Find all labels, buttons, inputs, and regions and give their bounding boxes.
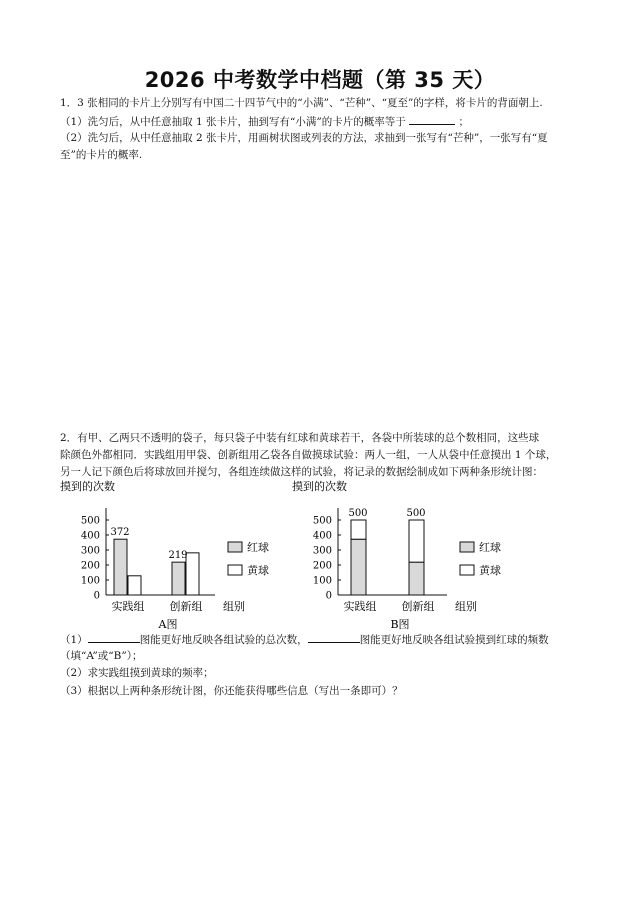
x-axis-label: 组别 bbox=[223, 600, 245, 613]
q1-part2-line2: 至”的卡片的概率. bbox=[60, 149, 143, 161]
bar-红球 bbox=[114, 539, 127, 595]
q2-sub1 bbox=[60, 632, 549, 647]
y-tick-label: 100 bbox=[80, 575, 100, 587]
q2-sub3: （3）根据以上两种条形统计图，你还能获得哪些信息（写出一条即可）？ bbox=[60, 685, 403, 697]
bar-data-label: 500 bbox=[348, 508, 368, 519]
x-tick-label: 实践组 bbox=[343, 600, 377, 613]
q1-part1-end: ； bbox=[458, 116, 469, 128]
q2-stem-line3: 另一人记下颜色后将球放回并搅匀，各组连续做这样的试验，将记录的数据绘制成如下两种条形统计图： bbox=[60, 466, 543, 478]
legend-swatch-红球 bbox=[460, 542, 474, 552]
legend-label-红球: 红球 bbox=[247, 541, 269, 554]
bar-黄球 bbox=[186, 553, 199, 595]
bar-黄球 bbox=[351, 520, 366, 539]
y-axis-label: 摸到的次数 bbox=[292, 480, 347, 493]
legend-swatch-黄球 bbox=[460, 565, 474, 575]
y-tick-label: 500 bbox=[80, 515, 100, 527]
chart-a bbox=[60, 480, 290, 650]
bar-data-label: 372 bbox=[110, 527, 130, 539]
y-tick-label: 500 bbox=[312, 515, 332, 527]
y-tick-label: 200 bbox=[312, 560, 332, 572]
chart-caption: A图 bbox=[158, 618, 178, 631]
q1-stem: 1．3 张相同的卡片上分别写有中国二十四节气中的“小满”、“芒种”、“夏至”的字样，将卡片的背面朝上. bbox=[60, 97, 543, 109]
y-tick-label: 400 bbox=[312, 530, 332, 542]
legend-swatch-红球 bbox=[228, 542, 242, 552]
q2-sub1-prefix: （1） bbox=[60, 634, 88, 646]
bar-红球 bbox=[409, 562, 424, 595]
q1-part2-line1: （2）洗匀后，从中任意抽取 2 张卡片，用画树状图或列表的方法，求抽到一张写有“芒种”，一张写有“夏 bbox=[60, 132, 548, 144]
page-title: 2026 中考数学中档题（第 35 天） bbox=[144, 68, 496, 92]
chart-b bbox=[292, 480, 522, 650]
q2-sub1-end: 图能更好地反映各组试验摸到红球的频数 bbox=[359, 634, 549, 646]
y-tick-label: 100 bbox=[312, 575, 332, 587]
bar-data-label: 500 bbox=[406, 508, 426, 519]
q2-sub1-note: （填“A”或“B”）； bbox=[60, 650, 143, 662]
chart-caption: B图 bbox=[390, 618, 410, 631]
y-tick-label: 0 bbox=[93, 590, 100, 602]
x-tick-label: 创新组 bbox=[169, 600, 203, 613]
y-tick-label: 0 bbox=[325, 590, 332, 602]
y-tick-label: 300 bbox=[312, 545, 332, 557]
x-tick-label: 实践组 bbox=[111, 600, 145, 613]
y-tick-label: 400 bbox=[80, 530, 100, 542]
x-tick-label: 创新组 bbox=[401, 600, 435, 613]
legend-swatch-黄球 bbox=[228, 565, 242, 575]
y-axis-label: 摸到的次数 bbox=[60, 480, 115, 493]
bar-data-label: 219 bbox=[168, 550, 188, 562]
legend-label-黄球: 黄球 bbox=[247, 564, 269, 577]
q1-answer-blank[interactable] bbox=[409, 114, 455, 125]
legend-label-黄球: 黄球 bbox=[479, 564, 501, 577]
q1-part1 bbox=[60, 114, 469, 129]
q2-stem-line1: 2．有甲、乙两只不透明的袋子，每只袋子中装有红球和黄球若干，各袋中所装球的总个数相同，这些球 bbox=[60, 432, 540, 444]
bar-黄球 bbox=[409, 520, 424, 562]
q1-part1-text: （1）洗匀后，从中任意抽取 1 张卡片，抽到写有“小满”的卡片的概率等于 bbox=[60, 116, 406, 128]
q2-sub2: （2）求实践组摸到黄球的频率； bbox=[60, 667, 214, 679]
legend-label-红球: 红球 bbox=[479, 541, 501, 554]
q2-sub1-blank-2[interactable] bbox=[308, 632, 360, 643]
bar-红球 bbox=[351, 539, 366, 595]
y-tick-label: 200 bbox=[80, 560, 100, 572]
x-axis-label: 组别 bbox=[455, 600, 477, 613]
q2-stem-line2: 除颜色外都相同．实践组用甲袋、创新组用乙袋各自做摸球试验：两人一组，一人从袋中任意摸出 1 个球， bbox=[60, 449, 557, 461]
q2-sub1-mid: 图能更好地反映各组试验的总次数， bbox=[139, 634, 308, 646]
q2-sub1-blank-1[interactable] bbox=[88, 632, 140, 643]
bar-红球 bbox=[172, 562, 185, 595]
bar-黄球 bbox=[128, 576, 141, 595]
y-tick-label: 300 bbox=[80, 545, 100, 557]
